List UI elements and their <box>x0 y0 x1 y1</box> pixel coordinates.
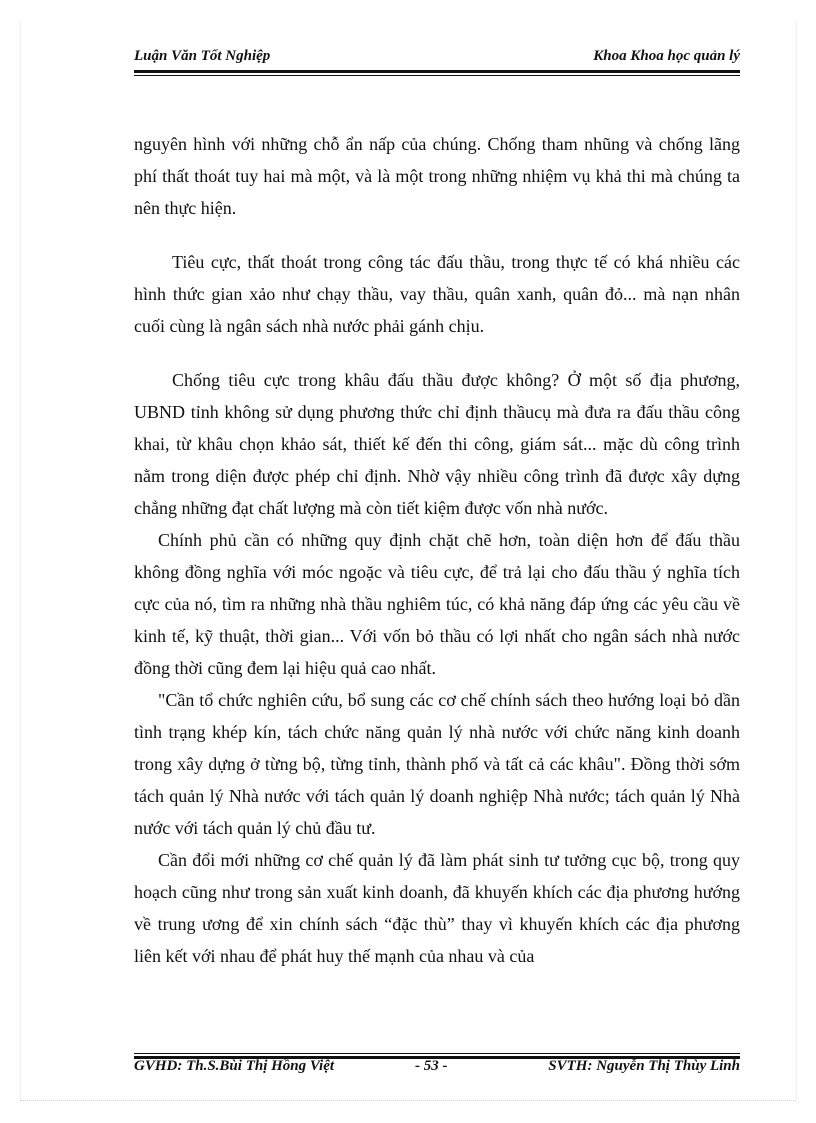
footer-supervisor: GVHD: Th.S.Bùi Thị Hồng Việt <box>134 1058 335 1074</box>
body-text <box>134 128 740 972</box>
page-header <box>134 48 740 70</box>
header-faculty: Khoa Khoa học quản lý <box>593 48 740 64</box>
paragraph-2: Tiêu cực, thất thoát trong công tác đấu thầu, trong thực tế có khá nhiều các hình thức gian xảo như chạy thầu, vay thầu, quân xanh, quân đỏ... mà nạn nhân cuối cùng là ngân sách nhà nước phải gánh chịu. <box>134 252 740 336</box>
paragraph-6: Cần đổi mới những cơ chế quản lý đã làm phát sinh tư tưởng cục bộ, trong quy hoạch cũng như trong sản xuất kinh doanh, đã khuyến khích các địa phương hướng về trung ương để xin chính sách “đặc thù” thay vì khuyến khích các địa phương liên kết với nhau để phát huy thế mạnh của nhau và của <box>134 850 740 966</box>
header-thesis-title: Luận Văn Tốt Nghiệp <box>134 48 271 64</box>
page-left-edge <box>20 20 21 1099</box>
page-number: - 53 - <box>415 1058 448 1074</box>
paragraph-1: nguyên hình với những chỗ ẩn nấp của chúng. Chống tham nhũng và chống lãng phí thất thoát tuy hai mà một, và là một trong những nhiệm vụ khả thi mà chúng ta nên thực hiện. <box>134 134 740 218</box>
page-right-edge <box>796 20 797 1099</box>
page-footer <box>134 1058 740 1080</box>
footer-rule-thin <box>134 1053 740 1054</box>
paragraph-3: Chống tiêu cực trong khâu đấu thầu được không? Ở một số địa phương, UBND tỉnh không sử dụng phương thức chỉ định thầucụ mà đưa ra đấu thầu công khai, từ khâu chọn khảo sát, thiết kế đến thi công, giám sát... mặc dù công trình nằm trong diện được phép chỉ định. Nhờ vậy nhiều công trình đã được xây dựng chẳng những đạt chất lượng mà còn tiết kiệm được vốn nhà nước. <box>134 370 740 518</box>
paragraph-4: Chính phủ cần có những quy định chặt chẽ hơn, toàn diện hơn để đấu thầu không đồng nghĩa với móc ngoặc và tiêu cực, để trả lại cho đấu thầu ý nghĩa tích cực của nó, tìm ra những nhà thầu nghiêm túc, có khả năng đáp ứng các yêu cầu về kinh tế, kỹ thuật, thời gian... Với vốn bỏ thầu có lợi nhất cho ngân sách nhà nước đồng thời cũng đem lại hiệu quả cao nhất. <box>134 530 740 678</box>
paragraph-5: "Cần tổ chức nghiên cứu, bổ sung các cơ chế chính sách theo hướng loại bỏ dần tình trạng khép kín, tách chức năng quản lý nhà nước với chức năng kinh doanh trong xây dựng ở từng bộ, từng tỉnh, thành phố và tất cả các khâu". Đồng thời sớm tách quản lý Nhà nước với tách quản lý doanh nghiệp Nhà nước; tách quản lý Nhà nước với tách quản lý chủ đầu tư. <box>134 690 740 838</box>
footer-student: SVTH: Nguyễn Thị Thùy Linh <box>548 1058 740 1074</box>
header-rule-thick <box>134 70 740 73</box>
page-bottom-edge <box>20 1100 796 1101</box>
header-rule-thin <box>134 75 740 76</box>
